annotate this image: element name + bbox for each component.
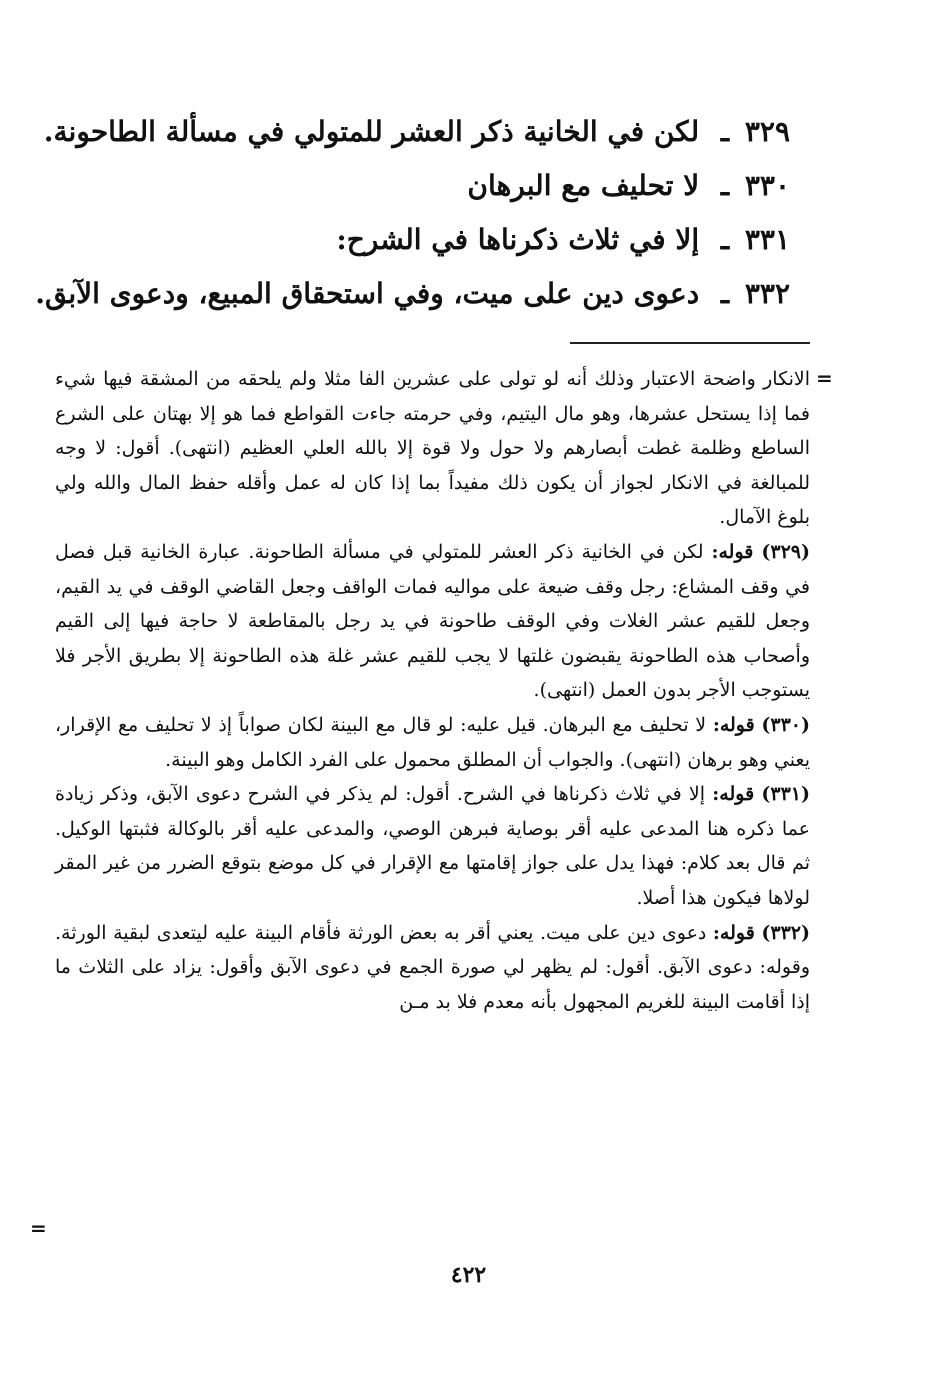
paragraph-ref: (٣٣٢)	[761, 921, 810, 944]
item-number: ٣٣٠	[744, 169, 790, 202]
item-dash: ـ	[720, 277, 730, 310]
item-text: لا تحليف مع البرهان	[467, 169, 700, 202]
item-number: ٣٢٩	[744, 115, 790, 148]
paragraph-ref: (٣٣٠)	[761, 713, 811, 736]
item-number: ٣٣٢	[744, 277, 790, 310]
continuation-mark-top: =	[816, 366, 833, 390]
continuation-mark-bottom: =	[30, 1216, 47, 1240]
main-text-line	[35, 267, 790, 321]
item-dash: ـ	[720, 169, 730, 202]
commentary-paragraph	[55, 535, 810, 708]
item-text: لكن في الخانية ذكر العشر للمتولي في مسألة الطاحونة.	[43, 115, 700, 148]
item-number: ٣٣١	[744, 223, 790, 256]
main-text-block	[35, 105, 790, 321]
page-number: ٤٢٢	[450, 1262, 487, 1288]
commentary-block	[55, 362, 810, 1019]
main-text-line	[43, 105, 790, 159]
paragraph-text: دعوى دين على ميت. يعني أقر به بعض الورثة فأقام البينة عليه ليتعدى لبقية الورثة. وقوله: دعوى الآبق. أقول: لم يظهر لي صورة الجمع في دعوى الآبق وأقول: يزاد على الثلاث ما إذا أقامت البينة للغريم المجهول بأنه معدم فلا بد مـن	[55, 921, 810, 1013]
paragraph-ref: (٣٢٩)	[761, 540, 810, 563]
commentary-paragraph	[55, 916, 810, 1020]
paragraph-text: لكن في الخانية ذكر العشر للمتولي في مسألة الطاحونة. عبارة الخانية قبل فصل في وقف المشاع: رجل وقف ضيعة على مواليه فمات الواقف وجعل القاضي الوقف في يد القيم، وجعل للقيم عشر الغلات وفي الوقف طاحونة في يد رجل بالمقاطعة لا حاجة فيها إلى القيم وأصحاب هذه الطاحونة يقبضون غلتها لا يجب للقيم عشر غلة هذه الطاحونة إلا بطريق الأجر فلا يستوجب الأجر بدون العمل (انتهى).	[55, 540, 810, 702]
paragraph-keyword: قوله:	[711, 540, 754, 563]
paragraph-keyword: قوله:	[712, 783, 755, 806]
main-text-line	[60, 213, 790, 267]
separator-rule	[570, 342, 810, 344]
item-dash: ـ	[720, 223, 730, 256]
item-text: دعوى دين على ميت، وفي استحقاق المبيع، ودعوى الآبق.	[35, 277, 700, 310]
main-text-line	[60, 159, 790, 213]
item-text: إلا في ثلاث ذكرناها في الشرح:	[336, 223, 700, 256]
commentary-paragraph	[55, 708, 810, 777]
paragraph-text: لا تحليف مع البرهان. قيل عليه: لو قال مع البينة لكان صواباً إذ لا تحليف مع الإقرار، يعني وهو برهان (انتهى). والجواب أن المطلق محمول على الفرد الكامل وهو البينة.	[55, 713, 810, 771]
paragraph-text: إلا في ثلاث ذكرناها في الشرح. أقول: لم يذكر في الشرح دعوى الآبق، وذكر زيادة عما ذكره هنا المدعى عليه أقر بوصاية فبرهن الوصي، والمدعى عليه أقر بالوكالة فثبتها الوكيل. ثم قال بعد كلام: فهذا يدل على جواز إقامتها مع الإقرار في كل موضع بتوقع الضرر من غير المقر لولاها فيكون هذا أصلا.	[55, 783, 810, 909]
paragraph-ref: (٣٣١)	[761, 783, 810, 806]
paragraph-keyword: قوله:	[712, 713, 755, 736]
paragraph-keyword: قوله:	[712, 921, 755, 944]
commentary-paragraph	[55, 777, 810, 915]
item-dash: ـ	[720, 115, 730, 148]
intro-paragraph: الانكار واضحة الاعتبار وذلك أنه لو تولى على عشرين الفا مثلا ولم يلحقه من المشقة فيها شيء فما إذا يستحل عشرها، وهو مال اليتيم، وفي حرمته جاءت القواطع فما هو إلا بهتان على الشرع الساطع وظلمة غطت أبصارهم ولا حول ولا قوة إلا بالله العلي العظيم (انتهى). أقول: لا وجه للمبالغة في الانكار لجواز أن يكون ذلك مفيداً بما إذا كان له عمل وأقله حفظ المال والله ولي بلوغ الآمال.	[55, 368, 810, 529]
